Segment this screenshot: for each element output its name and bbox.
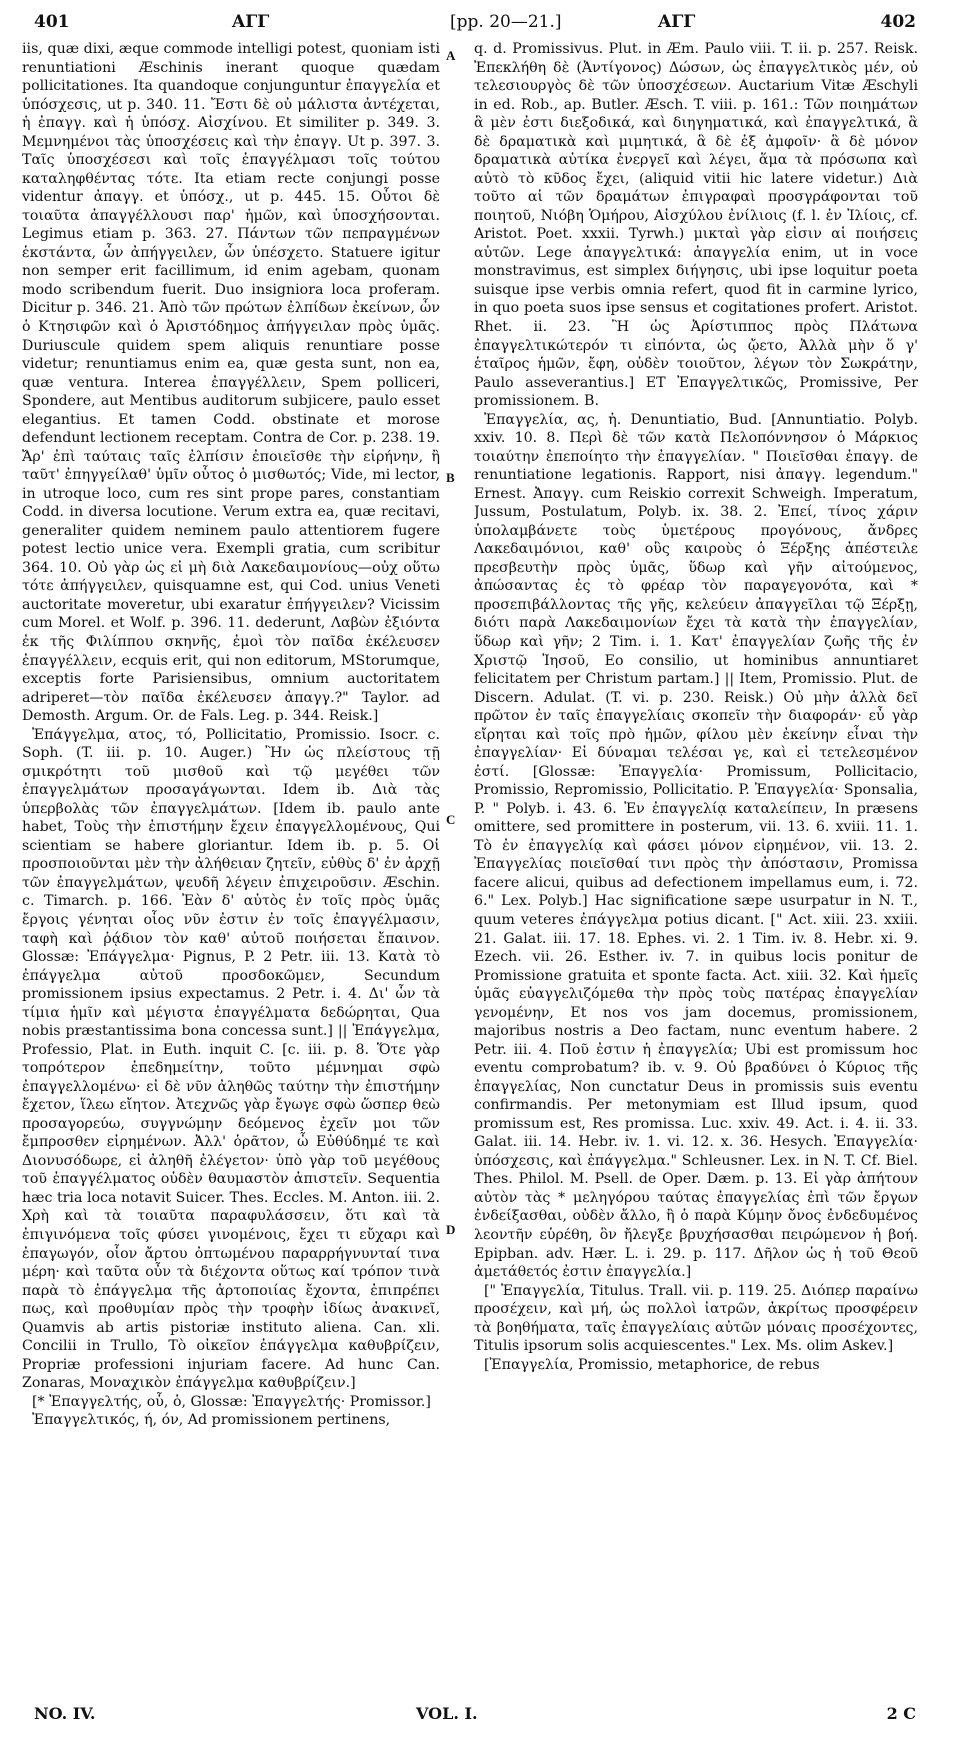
paragraph: [" Ἐπαγγελία, Titulus. Trall. vii. p. 119. 25. Διόπερ παραίνω προσέχειν, καὶ μή, ὡς πολλοὶ ἰατρῶν, ἀκρίτως προσφέρειν τὰ βοηθήματα, ταῖς ἐπαγγελίαις αὐτῶν μόναις προσέχοντες, Titulis ipsorum solis acquiescentes." Lex. Ms. olim Askev.] — [474, 1282, 918, 1355]
paragraph: Ἐπαγγελτικός, ή, όν, Ad promissionem pertinens, — [32, 1412, 391, 1429]
paragraph: [* Ἐπαγγελτής, οὗ, ὁ, Glossæ: Ἐπαγγελτής· Promissor.] — [32, 1393, 431, 1410]
volume-label: VOL. I. — [416, 1704, 478, 1723]
margin-letter-d: D — [446, 1222, 456, 1237]
right-column — [474, 40, 918, 1680]
paragraph: q. d. Promissivus. Plut. in Æm. Paulo viii. T. ii. p. 257. Reisk. Ἐπεκλήθη δὲ (Ἀντίγονος) Δώσων, ὡς ἐπαγγελτικὸς μέν, οὐ τελεσιουργὸς δὲ τῶν ὑποσχέσεων. Auctarium Vitæ Æschyli in ed. Rob., ap. Butler. Æsch. T. viii. p. 161.: Τῶν ποιημάτων ἃ μὲν ἐστι διεξοδικά, καὶ διηγηματικά, καὶ ἐπαγγελτικά, ἃ δὲ δραματικὰ καὶ μιμητικά, ἃ δὲ ἐξ ἀμφοῖν· ἃ δὲ μόνον δραματικὰ αὐτίκα ἐνεργεῖ καὶ λέγει, ἅμα τὰ πρόσωπα καὶ αὐτὸ τὸ κῦδος ἔχει, (aliquid vitii hic latere videtur.) Διὰ τοῦτο αἱ τῶν δραμάτων ἐπιγραφαὶ προσγράφονται τοῦ ποιητοῦ, Νιόβη Ὁμήρου, Αἰσχύλου ἐνίλιοις (f. l. ἐν Ἰλίοις, cf. Aristot. Poet. xxxii. Tyrwh.) μικταὶ γὰρ εἰσιν αἱ ποιήσεις αὐτῶν. Lege ἀπαγγελτικά: ἀπαγγελία enim, ut in voce monstravimus, est simplex διήγησις, ubi ipse loquitur poeta suisque ipse verbis omnia refert, quod fit in carmine lyrico, in quo poeta suos ipse sensus et cogitationes profert. Aristot. Rhet. ii. 23. Ἢ ὡς Ἀρίστιππος πρὸς Πλάτωνα ἐπαγγελτικώτερόν τι εἰπόντα, ὡς ᾤετο, Ἀλλὰ μὴν ὅ γ' ἑταῖρος ἡμῶν, ἔφη, οὐδὲν τοιοῦτον, λέγων τὸν Σωκράτην, Paulo asseverantius.] ET Ἐπαγγελτικῶς, Promissive, Per promissionem. B. — [474, 41, 918, 410]
right-guide-word: ΑΓΓ — [658, 12, 696, 32]
page-header — [34, 8, 916, 38]
paragraph: [Ἐπαγγελία, Promissio, metaphorice, de rebus — [484, 1356, 820, 1373]
left-guide-word: ΑΓΓ — [232, 12, 270, 32]
column-range: [pp. 20—21.] — [450, 12, 562, 32]
signature-number: NO. IV. — [34, 1704, 96, 1723]
margin-letter-b: B — [446, 470, 455, 485]
left-page-number: 401 — [34, 12, 70, 32]
margin-letter-c: C — [446, 812, 456, 827]
page-footer — [34, 1704, 916, 1728]
left-column — [22, 40, 440, 1680]
paragraph: Ἐπάγγελμα, ατος, τό, Pollicitatio, Promissio. Isocr. c. Soph. (T. iii. p. 10. Auger.) Ἢν ὡς πλείστους τῇ σμικρότητι τοῦ μισθοῦ καὶ τῷ μεγέθει τῶν ἐπαγγελμάτων προσαγάγωνται. Idem ib. Διὰ τὰς ὑπερβολὰς τῶν ἐπαγγελμάτων. [Idem ib. paulo ante habet, Τοὺς τὴν ἐπιστήμην ἔχειν ἐπαγγελλομένους, Qui scientiam se habere gloriantur. Idem ib. p. 5. Οἱ προσποιοῦνται μὲν τὴν ἀλήθειαν ζητεῖν, εὐθὺς δ' ἐν ἀρχῇ τῶν ἐπαγγελμάτων, ψευδῆ λέγειν ἐπιχειροῦσιν. Æschin. c. Timarch. p. 166. Ἐὰν δ' αὐτὸς ἐν τοῖς πρὸς ὑμᾶς ἔργοις γένηται οἷος νῦν ἐστιν ἐν τοῖς ἐπαγγέλμασιν, ταφὴ καὶ ῥᾴδιον τὸν καθ' αὐτοῦ ποιήσεται ἔπαινον. Glossæ: Ἐπάγγελμα· Pignus, P. 2 Petr. iii. 13. Κατὰ τὸ ἐπάγγελμα αὐτοῦ προσδοκῶμεν, Secundum promissionem ipsius expectamus. 2 Petr. i. 4. Δι' ὧν τὰ τίμια ἡμῖν καὶ μέγιστα ἐπαγγέλματα δεδώρηται, Qua nobis præstantissima bona concessa sunt.] || Ἐπάγγελμα, Professio, Plat. in Euth. inquit C. [c. iii. p. 8. Ὅτε γὰρ τοπρότερον ἐπεδημείτην, τοῦτο μέμνημαι σφὼ ἐπαγγελλομένω· εἰ δὲ νῦν ἀληθῶς ταύτην τὴν ἐπιστήμην ἔχετον, ἵλεω εἴητον. Ἀτεχνῶς γὰρ ἔγωγε σφὼ ὥσπερ θεὼ προσαγορεύω, συγγνώμην δεόμενος ἐχεῖν μοι τῶν ἔμπροσθεν εἰρημένων. Ἀλλ' ὁρᾶτον, ὦ Εὐθύδημέ τε καὶ Διονυσόδωρε, εἰ ἀληθῆ ἐλέγετον· ὑπὸ γὰρ τοῦ μεγέθους τοῦ ἐπαγγέλματος οὐδὲν θαυμαστὸν ἀπιστεῖν. Sequentia hæc tria loca notavit Suicer. Thes. Eccles. M. Anton. iii. 2. Χρὴ καὶ τὰ τοιαῦτα παραφυλάσσειν, ὅτι καὶ τὰ ἐπιγινόμενα τοῖς φύσει γινομένοις, ἔχει τι εὔχαρι καὶ ἐπαγωγόν, οἷον ἄρτου ὀπτωμένου παραρρήγνυνταί τινα μέρη· καὶ ταῦτα οὖν τὰ διέχοντα οὕτως καί τρόπον τινὰ παρὰ τὸ ἐπάγγελμα τῆς ἀρτοποιίας ἔχοντα, ἐπιπρέπει πως, καὶ προθυμίαν πρὸς τὴν τροφὴν ἰδίως ἀνακινεῖ, Quamvis ab artis pistoriæ instituto aliena. Can. xli. Concilii in Trullo, Τὸ οἰκεῖον ἐπάγγελμα καθυβρίζειν, Propriæ professioni injuriam facere. Ad hunc Can. Zonaras, Μοναχικὸν ἐπάγγελμα καθυβρίζειν.] — [22, 726, 440, 1392]
margin-letter-a: A — [446, 48, 456, 63]
paragraph: Ἐπαγγελία, ας, ἡ. Denuntiatio, Bud. [Annuntiatio. Polyb. xxiv. 10. 8. Περὶ δὲ τῶν κατὰ Πελοπόννησον ὁ Μάρκιος τοιαύτην ἐπεποίητο τὴν ἐπαγγελίαν. " Ποιεῖσθαι ἐπαγγ. de renuntiatione legationis. Rapport, nisi ἀπαγγ. legendum." Ernest. Ἀπαγγ. cum Reiskio correxit Schweigh. Imperatum, Jussum, Postulatum, Polyb. ix. 38. 2. Ἐπεί, τίνος χάριν ὑπολαμβάνετε τοὺς ὑμετέρους προγόνους, ἄνδρες Λακεδαιμόνιοι, καθ' οὓς καιροὺς ὁ Ξέρξης ἀπέστειλε πρεσβευτὴν πρὸς ὑμᾶς, ὕδωρ καὶ γῆν αἰτούμενος, ἀπώσαντας ἐς τὸ φρέαρ τὸν παραγεγονότα, καὶ * προσεπιβάλλοντας τῆς γῆς, κελεύειν ἀπαγγεῖλαι τῷ Ξέρξῃ, διότι παρὰ Λακεδαιμονίων ἔχει τὰ κατὰ τὴν ἐπαγγελίαν, ὕδωρ καὶ γῆν; 2 Tim. i. 1. Κατ' ἐπαγγελίαν ζωῆς τῆς ἐν Χριστῷ Ἰησοῦ, Eo consilio, ut hominibus annuntiaret felicitatem per Christum partam.] || Item, Promissio. Plut. de Discern. Adulat. (T. vi. p. 230. Reisk.) Οὐ μὴν ἀλλὰ δεῖ πρῶτον ἐν ταῖς ἐπαγγελίαις σκοπεῖν τὴν διαφοράν· εὖ γὰρ εἴρηται καὶ τοῖς πρὸ ἡμῶν, φίλου μὲν ἐκείνην εἶναι τὴν ἐπαγγελίαν· Εἰ δύναμαι τελέσαι γε, καὶ εἰ τετελεσμένον ἐστί. [Glossæ: Ἐπαγγελία· Promissum, Pollicitacio, Promissio, Repromissio, Pollicitatio. P. Ἐπαγγελία· Sponsalia, P. " Polyb. i. 43. 6. Ἐν ἐπαγγελίᾳ καταλείπειν, In præsens omittere, sed promittere in posterum, vii. 13. 6. xviii. 11. 1. Τὸ ἐν ἐπαγγελίᾳ καὶ φάσει μόνον εἰρημένον, vii. 13. 2. Ἐπαγγελίας ποιεῖσθαί τινι πρὸς τὴν ἀπόστασιν, Promissa facere alicui, quibus ad defectionem impellamus eum, i. 72. 6." Lex. Polyb.] Hac significatione sæpe usurpatur in N. T., quum veteres ἐπάγγελμα potius dicant. [" Act. xiii. 23. xxiii. 21. Galat. iii. 17. 18. Ephes. vi. 2. 1 Tim. iv. 8. Hebr. xi. 9. Ezech. vii. 26. Esther. iv. 7. in quibus locis ponitur de Promissione gratuita et sponte facta. Act. xiii. 32. Καὶ ἡμεῖς ὑμᾶς εὐαγγελιζόμεθα τὴν πρὸς τοὺς πατέρας ἐπαγγελίαν γενομένην, Et nos vos jam docemus, promissionem, majoribus nostris a Deo factam, nunc eventum habere. 2 Petr. iii. 4. Ποῦ ἐστιν ἡ ἐπαγγελία; Ubi est promissum hoc eventu comprobatum? ib. v. 9. Οὐ βραδύνει ὁ Κύριος τῆς ἐπαγγελίας, Non cunctatur Deus in promissis suis eventu confirmandis. Per metonymiam est Illud ipsum, quod promissum est, Res promissa. Luc. xxiv. 49. Act. i. 4. ii. 33. Galat. iii. 14. Hebr. iv. 1. vi. 12. x. 36. Hesych. Ἐπαγγελία· ὑπόσχεσις, καὶ ἐπάγγελμα." Schleusner. Lex. in N. T. Cf. Biel. Thes. Philol. M. Psell. de Oper. Dæm. p. 13. Εἰ γὰρ ἀπήτουν αὐτὸν τὰς * μεληγόρου ταύτας ἐπαγγελίας ἐπὶ τῶν ἔργων ἐνδείξασθαι, οὐδὲν ἄλλο, ἢ ὁ παρὰ Κύμην ὄνος ἐνδεδυμένος λεοντῆν εὑρέθη, ὃν ἤλεγξε βρυχήσασθαι πειρώμενον ἡ βοή. Epipban. adv. Hær. L. i. 29. p. 117. Δῆλον ὡς ἡ τοῦ Θεοῦ ἀμετάθετός ἐστιν ἐπαγγελία.] — [474, 411, 918, 1281]
right-page-number: 402 — [880, 12, 916, 32]
gathering-mark: 2 C — [886, 1704, 916, 1723]
paragraph: iis, quæ dixi, æque commode intelligi potest, quoniam isti renuntiationi Æschinis inerant quoque quædam pollicitationes. Ita quandoque conjunguntur ἐπαγγελία et ὑπόσχεσις, ut p. 340. 11. Ἔστι δὲ οὐ μάλιστα ἀντέχεται, ἡ ἐπαγγ. καὶ ἡ ὑπόσχ. Αἰσχίνου. Et similiter p. 349. 3. Μεμνημένοι τὰς ὑποσχέσεις καὶ τὴν ἐπαγγ. Ut p. 397. 3. Ταῖς ὑποσχέσεσι καὶ τοῖς ἐπαγγέλμασι τοῖς τούτου καταληφθέντας τότε. Ita etiam recte conjungi posse videntur ἀπαγγ. et ὑπόσχ., ut p. 445. 15. Οὗτοι δὲ τοιαῦτα ἀπαγγέλλουσι παρ' ἡμῶν, καὶ ὑποσχήσονται. Legimus etiam p. 363. 27. Πάντων τῶν πεπραγμένων ἑκστάντα, ὧν ἀπήγγειλεν, ὧν ὑπέσχετο. Statuere igitur non semper erit facillimum, id enim agebam, quonam modo scribendum fuerit. Duo insigniora loca proferam. Dicitur p. 346. 21. Ἀπὸ τῶν πρώτων ἐλπίδων ἐκείνων, ὧν ὁ Κτησιφῶν καὶ ὁ Ἀριστόδημος ἀπήγγειλαν πρὸς ὑμᾶς. Duriuscule quidem spem aliquis renuntiare posse videtur; renuntiamus enim ea, quæ gesta sunt, non ea, quæ ventura. Interea ἐπαγγέλλειν, Spem polliceri, Spondere, aut Mentibus auditorum subjicere, paulo esset elegantius. Et tamen Codd. obstinate et morose defendunt lectionem receptam. Contra de Cor. p. 238. 19. Ἄρ' ἐπὶ ταύταις ταῖς ἐλπίσιν ἐποιεῖσθε τὴν εἰρήνην, ἢ ταῦτ' ἐπηγγείλαθ' ὑμῖν οὗτος ὁ μισθωτός; Vide, mi lector, in utroque loco, cum res sint prope pares, constantiam Codd. in diversa locutione. Verum extra ea, quæ recitavi, generaliter quidem neminem paulo attentiorem fugere potest lectio unice vera. Exempli gratia, cum scribitur 364. 10. Οὐ γὰρ ὡς εἰ μὴ διὰ Λακεδαιμονίους—οὐχ οὕτω τότε ἀπήγγειλεν, quisquamne est, qui Cod. unius Veneti auctoritate moveretur, ubi exaratur ἐπήγγειλεν? Vicissim cum Morel. et Wolf. p. 396. 11. dederunt, Λαβὼν ἐξιόντα ἐκ τῆς Φιλίππου σκηνῆς, ἐμοὶ τὸν παῖδα ἐκέλευσεν ἐπαγγέλλειν, ecquis erit, qui non editorum, MStorumque, exceptis forte Parisiensibus, omnium auctoritatem adriperet—τὸν παῖδα ἐκέλευσεν ἀπαγγ.?" Taylor. ad Demosth. Argum. Or. de Fals. Leg. p. 344. Reisk.] — [22, 41, 440, 725]
